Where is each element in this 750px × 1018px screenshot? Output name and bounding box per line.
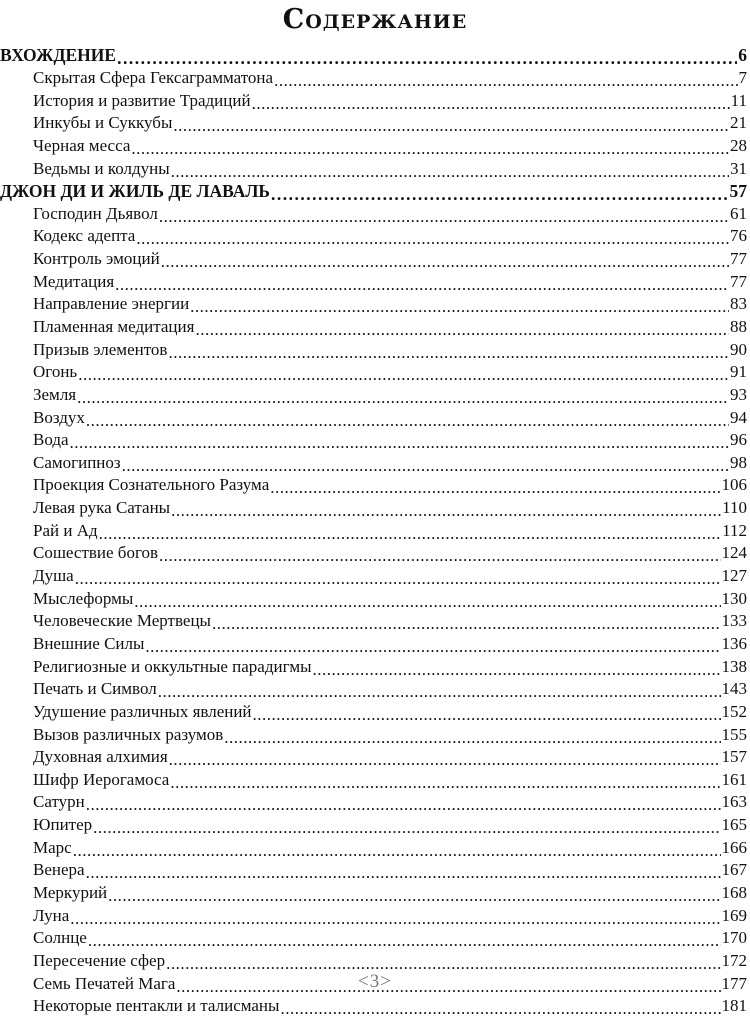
page-number: 127 <box>721 566 747 586</box>
page-number: 91 <box>730 362 747 382</box>
page-number: 157 <box>721 747 747 767</box>
toc-entry <box>0 723 750 746</box>
page-number: 136 <box>721 633 747 653</box>
entry-title: Сошествие богов <box>33 543 159 563</box>
toc-entry <box>0 135 750 158</box>
entry-title: Печать и Символ <box>33 679 157 699</box>
dot-leader <box>75 569 721 587</box>
toc-entry <box>0 746 750 769</box>
entry-title: Юпитер <box>33 815 93 835</box>
entry-title: Меркурий <box>33 883 108 903</box>
entry-title: Вода <box>33 430 69 450</box>
dot-leader <box>122 456 729 474</box>
toc-entry <box>0 157 750 180</box>
entry-title: Черная месса <box>33 135 131 155</box>
page-number: 11 <box>730 90 747 110</box>
page-number: 106 <box>721 475 747 495</box>
dot-leader <box>86 863 721 881</box>
dot-leader <box>170 773 720 791</box>
toc-entry <box>0 89 750 112</box>
dot-leader <box>158 682 721 700</box>
dot-leader <box>168 343 729 361</box>
toc-entry <box>0 519 750 542</box>
page-number: 163 <box>721 792 747 812</box>
toc-entry <box>0 565 750 588</box>
dot-leader <box>161 252 729 270</box>
dot-leader <box>270 478 720 496</box>
dot-leader <box>93 818 720 836</box>
toc-entry <box>0 338 750 361</box>
toc-entry <box>0 791 750 814</box>
dot-leader <box>108 886 720 904</box>
dot-leader <box>159 207 729 225</box>
dot-leader <box>171 162 729 180</box>
page-number: 172 <box>721 950 747 970</box>
toc-entry <box>0 950 750 973</box>
entry-title: Солнце <box>33 928 87 948</box>
toc-entry <box>0 293 750 316</box>
dot-leader <box>159 546 720 564</box>
page-number: 57 <box>729 180 747 201</box>
toc-section-heading <box>0 180 750 203</box>
page-number: 170 <box>721 928 747 948</box>
page-number: 7 <box>738 67 747 87</box>
section-title: ДЖОН ДИ И ЖИЛЬ ДЕ ЛАВАЛЬ <box>0 180 271 201</box>
toc-entry <box>0 904 750 927</box>
entry-title: Левая рука Сатаны <box>33 498 171 518</box>
page-number: 96 <box>730 430 747 450</box>
page-number: 88 <box>730 317 747 336</box>
entry-title: Ведьмы и колдуны <box>33 158 170 178</box>
dot-leader <box>131 139 729 157</box>
entry-title: Господин Дьявол <box>33 203 158 223</box>
dot-leader <box>252 94 730 112</box>
page-number: 133 <box>721 611 747 631</box>
page-number: 130 <box>721 588 747 608</box>
entry-title: Религиозные и оккультные парадигмы <box>33 656 312 676</box>
dot-leader <box>136 229 729 247</box>
toc-entry <box>0 927 750 950</box>
toc-entry <box>0 384 750 407</box>
dot-leader <box>73 841 721 859</box>
dot-leader <box>86 795 721 813</box>
toc-entry <box>0 678 750 701</box>
dot-leader <box>253 705 721 723</box>
entry-title: Медитация <box>33 271 115 291</box>
toc-entry <box>0 452 750 475</box>
page-number: 76 <box>730 226 747 246</box>
entry-title: Рай и Ад <box>33 520 98 540</box>
toc-entry <box>0 836 750 859</box>
dot-leader <box>115 275 729 293</box>
page-number: 161 <box>721 769 747 789</box>
toc-entry <box>0 67 750 90</box>
toc-entry <box>0 995 750 1018</box>
toc-entry <box>0 859 750 882</box>
page-number: 166 <box>721 837 747 857</box>
toc-entry <box>0 814 750 837</box>
toc-entry <box>0 655 750 678</box>
entry-title: Призыв элементов <box>33 339 168 359</box>
dot-leader <box>88 931 721 949</box>
entry-title: Сатурн <box>33 792 85 812</box>
dot-leader <box>99 524 722 542</box>
page-title: Содержание <box>282 4 468 35</box>
toc-entry <box>0 112 750 135</box>
page-number: 94 <box>730 407 747 427</box>
toc-section-heading <box>0 44 750 67</box>
page-number: 167 <box>721 860 747 880</box>
page-number: 177 <box>721 973 747 993</box>
entry-title: Направление энергии <box>33 294 190 314</box>
entry-title: Внешние Силы <box>33 633 145 653</box>
toc-entry <box>0 474 750 497</box>
dot-leader <box>134 592 720 610</box>
entry-title: Инкубы и Суккубы <box>33 113 173 133</box>
dot-leader <box>70 433 729 451</box>
entry-title: Земля <box>33 384 77 404</box>
page-number: 112 <box>722 520 747 540</box>
dot-leader <box>313 660 721 678</box>
entry-title: Пересечение сфер <box>33 950 166 970</box>
toc-entry <box>0 248 750 271</box>
entry-title: Мыслеформы <box>33 588 134 608</box>
entry-title: Воздух <box>33 407 85 427</box>
page-number: 165 <box>721 815 747 835</box>
page-number: 168 <box>721 883 747 903</box>
dot-leader <box>86 411 729 429</box>
toc-entry <box>0 542 750 565</box>
entry-title: Шифр Иерогамоса <box>33 769 170 789</box>
entry-title: Луна <box>33 905 70 925</box>
page-number: 155 <box>721 724 747 744</box>
toc-entry <box>0 270 750 293</box>
entry-title: Удушение различных явлений <box>33 701 252 721</box>
page-number: 83 <box>730 294 747 314</box>
dot-leader <box>171 501 721 519</box>
page-number: 181 <box>721 996 747 1016</box>
entry-title: Духовная алхимия <box>33 747 168 767</box>
toc-entry <box>0 701 750 724</box>
dot-leader <box>195 320 729 338</box>
page-number: 61 <box>730 203 747 223</box>
page-number: 169 <box>721 905 747 925</box>
page-number: 124 <box>721 543 747 563</box>
page-number: 143 <box>721 679 747 699</box>
entry-title: Венера <box>33 860 85 880</box>
page-number: 77 <box>730 271 747 291</box>
dot-leader <box>145 637 720 655</box>
table-of-contents <box>0 44 750 1018</box>
entry-title: Контроль эмоций <box>33 249 160 269</box>
toc-entry <box>0 587 750 610</box>
page-number: 77 <box>730 249 747 269</box>
dot-leader <box>78 365 729 383</box>
entry-title: Скрытая Сфера Гексаграмматона <box>33 67 274 87</box>
toc-entry <box>0 633 750 656</box>
entry-title: Марс <box>33 837 72 857</box>
dot-leader <box>173 116 729 134</box>
dot-leader <box>70 909 720 927</box>
dot-leader <box>77 388 729 406</box>
dot-leader <box>169 750 721 768</box>
dot-leader <box>190 297 729 315</box>
toc-entry <box>0 769 750 792</box>
toc-entry <box>0 316 750 339</box>
entry-title: Пламенная медитация <box>33 317 195 336</box>
entry-title: Вызов различных разумов <box>33 724 224 744</box>
entry-title: Семь Печатей Мага <box>33 973 176 993</box>
entry-title: Некоторые пентакли и талисманы <box>33 996 280 1016</box>
dot-leader <box>274 71 737 89</box>
section-title: ВХОЖДЕНИЕ <box>0 44 117 65</box>
entry-title: Проекция Сознательного Разума <box>33 475 270 495</box>
toc-entry <box>0 361 750 384</box>
dot-leader <box>166 954 720 972</box>
page-number: 152 <box>721 701 747 721</box>
toc-entry <box>0 882 750 905</box>
toc-entry <box>0 610 750 633</box>
page-number: 98 <box>730 452 747 472</box>
page-number: 28 <box>730 135 747 155</box>
toc-entry <box>0 429 750 452</box>
entry-title: Душа <box>33 566 74 586</box>
entry-title: Человеческие Мертвецы <box>33 611 211 631</box>
toc-entry <box>0 497 750 520</box>
dot-leader <box>271 184 728 203</box>
dot-leader <box>117 48 737 67</box>
entry-title: История и развитие Традиций <box>33 90 251 110</box>
page-folio: <3> <box>358 971 392 992</box>
page-number: 138 <box>721 656 747 676</box>
toc-entry <box>0 406 750 429</box>
page-number: 110 <box>722 498 747 518</box>
dot-leader <box>224 728 720 746</box>
entry-title: Кодекс адепта <box>33 226 136 246</box>
page-number: 21 <box>730 113 747 133</box>
page-number: 93 <box>730 384 747 404</box>
entry-title: Огонь <box>33 362 78 382</box>
page-number: 90 <box>730 339 747 359</box>
dot-leader <box>212 614 721 632</box>
entry-title: Самогипноз <box>33 452 121 472</box>
toc-entry <box>0 202 750 225</box>
page-number: 6 <box>738 44 747 65</box>
page-number: 31 <box>730 158 747 178</box>
toc-entry <box>0 225 750 248</box>
dot-leader <box>280 999 720 1017</box>
